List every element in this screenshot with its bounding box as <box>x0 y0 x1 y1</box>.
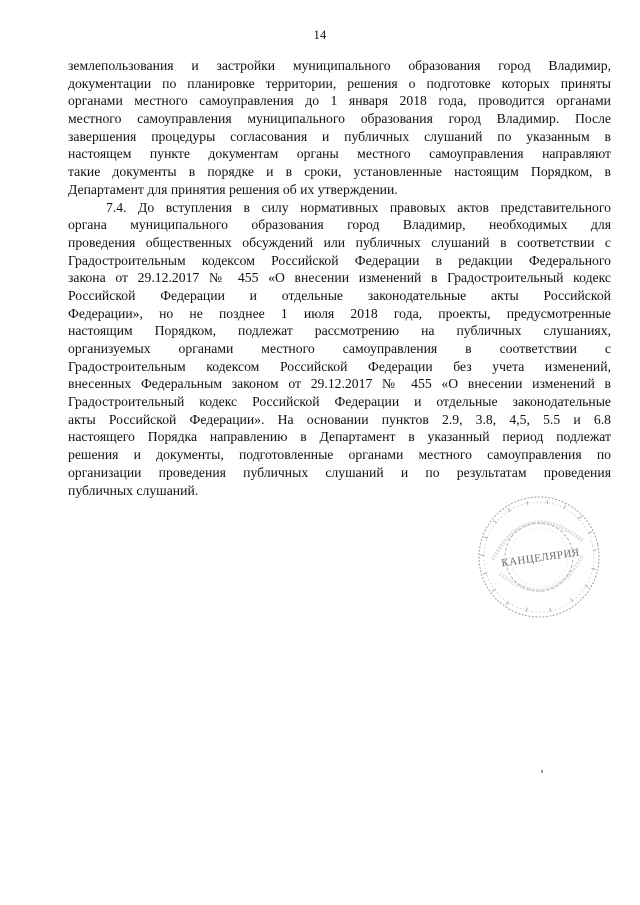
text-line: настоящем пункте документам органы местного самоуправления направляют <box>68 146 611 162</box>
text-line: такие документы в порядке и в сроки, установленные настоящим Порядком, в <box>68 164 611 180</box>
text-line: организуемых органами местного самоуправления в соответствии с <box>68 341 611 356</box>
paragraph-continued <box>68 57 611 199</box>
text-line: Департамент для принятия решения об их утверждении. <box>68 181 398 197</box>
text-line: документации по планировке территории, решения о подготовке которых приняты <box>68 75 611 91</box>
office-stamp <box>463 490 615 625</box>
text-line: закона от 29.12.2017 № 455 «О внесении изменений в Градостроительный кодекс <box>68 270 611 286</box>
text-line: настоящим Порядком, подлежат рассмотрению на публичных слушаниях, <box>68 323 611 339</box>
stamp-center-text: КАНЦЕЛЯРИЯ <box>500 546 581 570</box>
text-line: Федерации», но не позднее 1 июля 2018 года, проекты, предусмотренные <box>68 305 611 321</box>
paragraph-7-4 <box>68 199 611 500</box>
text-line: Градостроительным кодексом Российской Федерации в редакции Федерального <box>68 252 611 268</box>
text-line: 7.4. До вступления в силу нормативных правовых актов представительного <box>106 199 611 215</box>
document-body <box>68 57 611 499</box>
text-line: публичных слушаний. <box>68 482 199 498</box>
text-line: Российской Федерации и отдельные законодательные акты Российской <box>68 287 611 303</box>
text-line: местного самоуправления муниципального образования город Владимир. После <box>68 111 611 127</box>
scan-speck <box>541 770 543 773</box>
text-line: Градостроительным кодексом Российской Федерации без учета изменений, <box>68 358 611 374</box>
page-number: 14 <box>313 28 327 42</box>
text-line: акты Российской Федерации». На основании пунктов 2.9, 3.8, 4,5, 5.5 и 6.8 <box>68 411 611 427</box>
text-line: внесенных Федеральным законом от 29.12.2017 № 455 «О внесении изменений в <box>68 376 611 392</box>
text-line: органа муниципального образования город Владимир, необходимых для <box>68 217 611 233</box>
text-line: Градостроительный кодекс Российской Федерации и отдельные законодательные <box>68 394 611 410</box>
stamp-seal-graphic <box>463 490 615 625</box>
text-line: завершения процедуры согласования и публичных слушаний по указанным в <box>68 128 611 144</box>
text-line: проведения общественных обсуждений или публичных слушаний в соответствии с <box>68 234 611 250</box>
text-line: органами местного самоуправления до 1 января 2018 года, проводится органами <box>68 93 611 109</box>
text-line: настоящего Порядка направлению в Департамент в указанный период подлежат <box>68 429 611 445</box>
text-line: решения и документы, подготовленные органами местного самоуправления по <box>68 447 611 463</box>
text-line: землепользования и застройки муниципального образования город Владимир, <box>68 58 611 73</box>
text-line: организации проведения публичных слушаний и по результатам проведения <box>68 464 611 480</box>
